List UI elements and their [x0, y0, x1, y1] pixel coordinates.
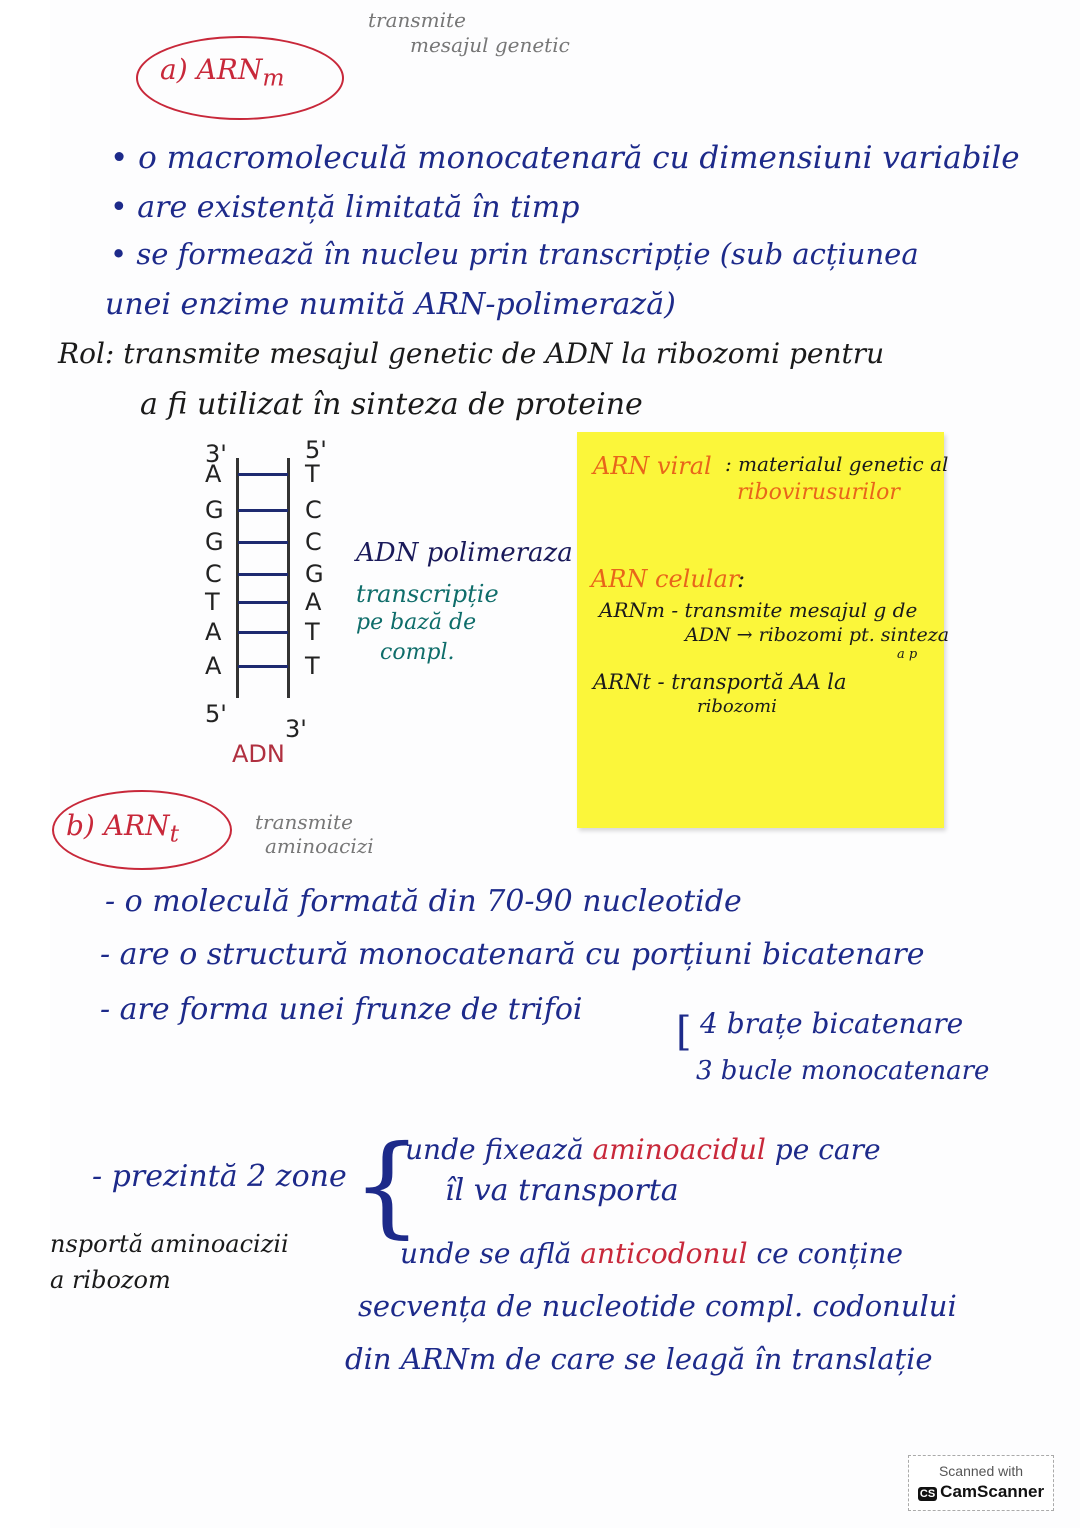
- viral-text-2: ribovirusurilor: [737, 480, 900, 505]
- dna-base-pair-rung: [238, 665, 288, 668]
- zone-highlight: aminoacidul: [592, 1133, 766, 1166]
- dna-right-base: A: [305, 588, 322, 616]
- badge-brand: CamScanner: [940, 1482, 1045, 1501]
- arnt-line: ribozomi: [697, 696, 777, 717]
- dna-left-top: 3': [205, 440, 227, 468]
- trna-line: - are forma unei frunze de trifoi: [100, 992, 583, 1027]
- heading-text: a) ARN: [160, 53, 263, 86]
- dna-left-base: T: [205, 588, 220, 616]
- trna-line: - are o structură monocatenară cu porțiuni bicatenare: [100, 937, 925, 972]
- zone-text: pe care: [774, 1133, 881, 1166]
- dna-left-bottom: 5': [205, 700, 227, 728]
- zone-text: unde fixează: [405, 1133, 584, 1166]
- dna-base-pair-rung: [238, 509, 288, 512]
- dna-left-base: A: [205, 618, 222, 646]
- loops-note: 3 bucle monocatenare: [696, 1056, 990, 1086]
- cellular-title: ARN celular: [591, 565, 740, 593]
- diagram-note: pe bază de: [356, 610, 477, 635]
- annotation: transmite: [255, 810, 353, 834]
- dna-right-base: C: [305, 528, 322, 556]
- zone-text: unde se află: [400, 1237, 572, 1270]
- trna-line: - o moleculă formată din 70-90 nucleotide: [105, 884, 742, 919]
- bullet: • are existență limitată în timp: [110, 190, 580, 225]
- zone-highlight: anticodonul: [580, 1237, 748, 1270]
- annotation: mesajul genetic: [410, 33, 570, 57]
- zone2-line: [400, 1237, 904, 1270]
- heading-sub: m: [262, 63, 285, 92]
- bracket: [: [676, 1009, 692, 1055]
- camscanner-badge: [908, 1455, 1054, 1511]
- dna-base-pair-rung: [238, 541, 288, 544]
- viral-text: : materialul genetic al: [725, 452, 949, 476]
- dna-base-pair-rung: [238, 631, 288, 634]
- role-line: a fi utilizat în sinteza de proteine: [140, 387, 643, 422]
- dna-left-base: A: [205, 652, 222, 680]
- badge-line: Scanned with: [938, 1463, 1024, 1479]
- section-a-heading: [160, 53, 285, 92]
- viral-title: ARN viral: [593, 452, 712, 480]
- dna-left-base: C: [205, 560, 222, 588]
- dna-label: ADN: [232, 740, 285, 768]
- enzyme-label: ADN polimeraza: [356, 538, 573, 568]
- bullet: • se formează în nucleu prin transcripție (sub acțiunea: [110, 237, 919, 271]
- cellular-colon: :: [737, 565, 746, 593]
- side-note: a ribozom: [50, 1266, 171, 1294]
- dna-right-base: C: [305, 496, 322, 524]
- dna-right-base: T: [305, 618, 320, 646]
- camscanner-logo-icon: CS: [919, 1488, 936, 1500]
- page-margin: [0, 0, 50, 1528]
- section-b-heading: [66, 809, 179, 848]
- annotation: aminoacizi: [265, 834, 374, 858]
- dna-strand: [287, 458, 290, 698]
- bullet: • o macromoleculă monocatenară cu dimensiuni variabile: [110, 140, 1020, 176]
- badge-line: [909, 1482, 1053, 1502]
- arnm-line: a p: [897, 647, 918, 662]
- sticky-note: [577, 432, 950, 828]
- annotation: transmite: [368, 8, 466, 32]
- dna-right-bottom: 3': [285, 715, 307, 743]
- zones-line: - prezintă 2 zone: [92, 1159, 347, 1194]
- role-line: Rol: transmite mesajul genetic de ADN la ribozomi pentru: [58, 337, 885, 370]
- diagram-note: transcripție: [356, 580, 499, 608]
- dna-strand: [236, 458, 239, 698]
- arms-note: 4 brațe bicatenare: [700, 1007, 964, 1040]
- dna-right-base: T: [305, 652, 320, 680]
- diagram-note: compl.: [380, 640, 455, 665]
- arnt-line: ARNt - transportă AA la: [593, 670, 847, 694]
- zone2-line: secvența de nucleotide compl. codonului: [358, 1289, 957, 1323]
- side-note: nsportă aminoacizii: [50, 1230, 289, 1258]
- dna-left-base: G: [205, 496, 224, 524]
- dna-left-base: G: [205, 528, 224, 556]
- dna-base-pair-rung: [238, 573, 288, 576]
- dna-right-base: G: [305, 560, 324, 588]
- dna-left-base: A: [205, 460, 222, 488]
- zone2-line: din ARNm de care se leagă în translație: [345, 1342, 933, 1376]
- arnm-line: ARNm - transmite mesajul g de: [599, 598, 918, 622]
- zone1-line: [405, 1133, 881, 1166]
- dna-base-pair-rung: [238, 601, 288, 604]
- dna-base-pair-rung: [238, 473, 288, 476]
- dna-right-top: 5': [305, 436, 327, 464]
- dna-right-base: T: [305, 460, 320, 488]
- bullet: unei enzime numită ARN-polimerază): [105, 287, 676, 322]
- brace: {: [352, 1121, 422, 1249]
- zone1-line: îl va transporta: [445, 1173, 679, 1208]
- heading-sub: t: [169, 819, 179, 848]
- arnm-line: ADN → ribozomi pt. sinteza: [685, 624, 950, 646]
- heading-text: b) ARN: [66, 809, 170, 842]
- zone-text: ce conține: [756, 1237, 904, 1270]
